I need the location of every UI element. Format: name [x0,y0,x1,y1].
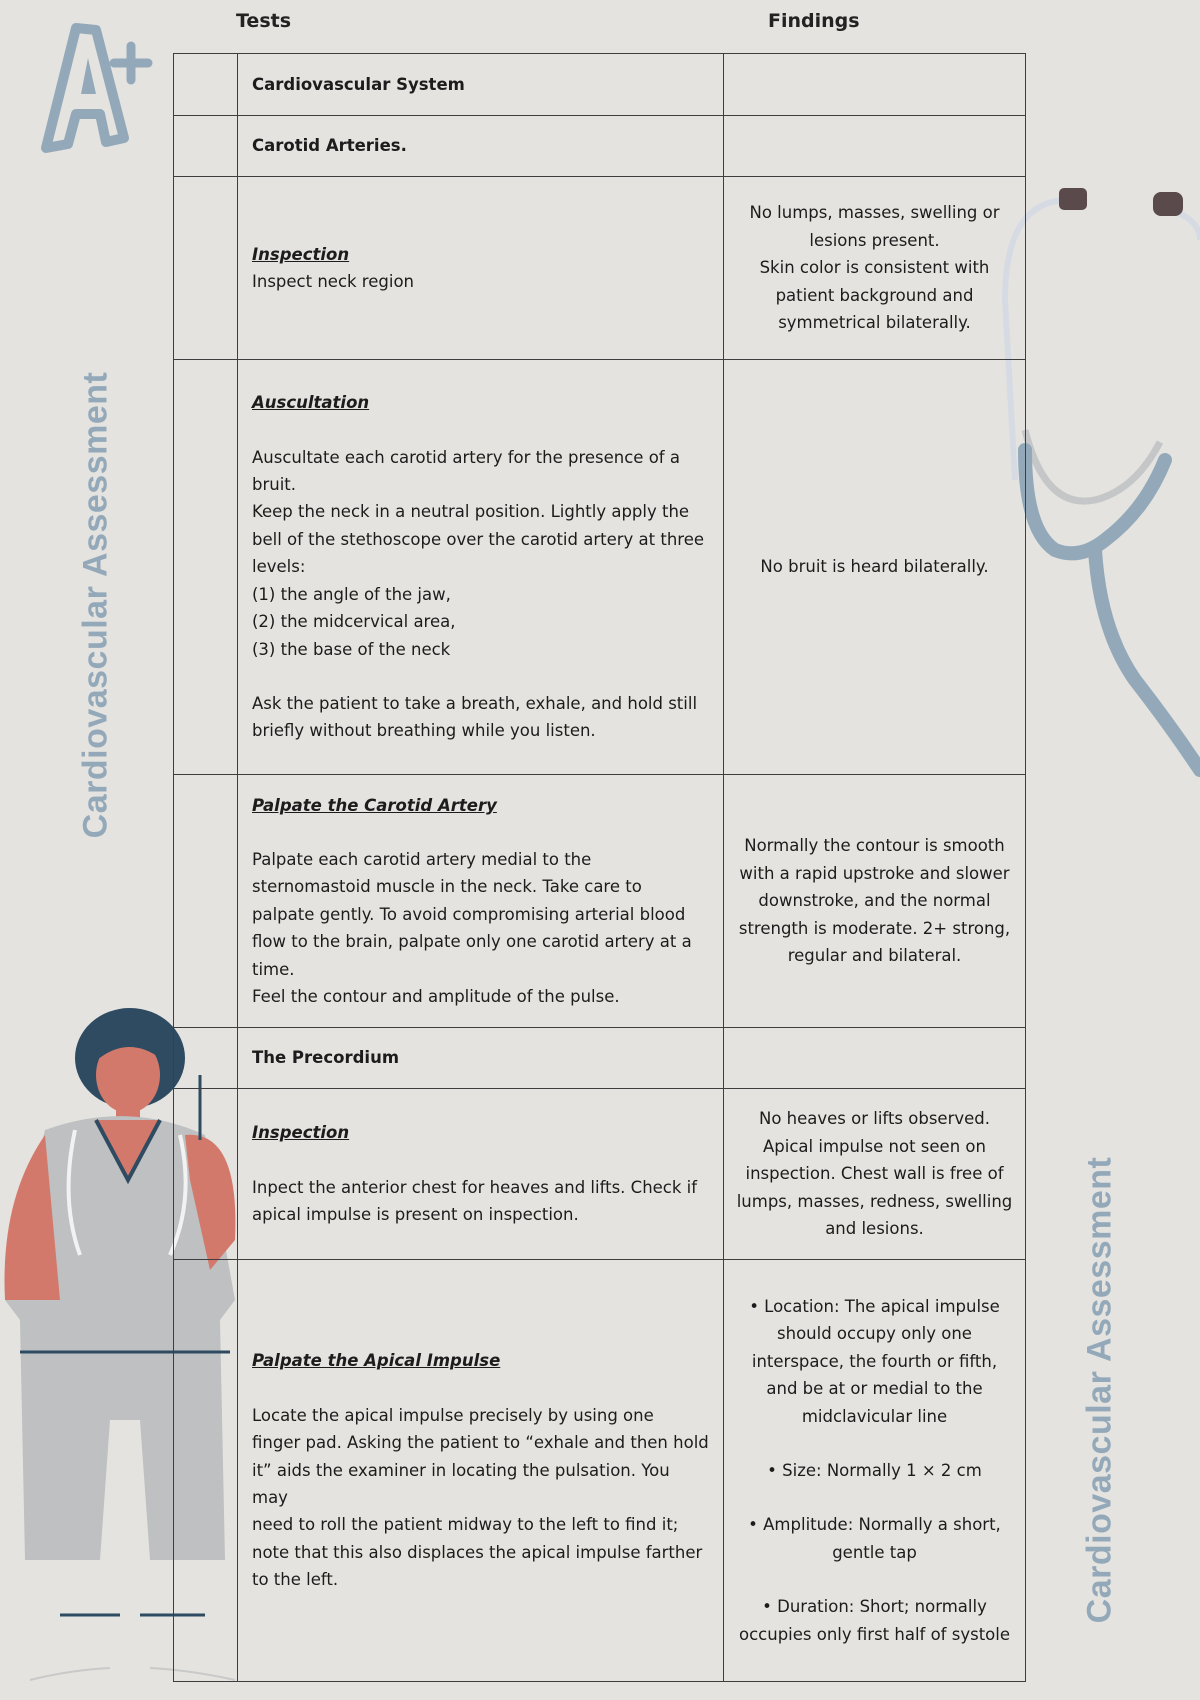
a-plus-badge-icon [36,18,156,158]
side-title-right: Cardiovascular Assessment [1080,1156,1119,1624]
section-title: Carotid Arteries. [252,136,407,156]
finding-text: No bruit is heard bilaterally. [724,360,1026,775]
subsection-heading: Inspection [252,1123,350,1143]
test-description: Auscultate each carotid artery for the presence of a bruit. Keep the neck in a neutral position. Lightly apply the bell of the stethoscope over the carotid artery at three levels: (1) the angle of the jaw, (2) the midcervical area, (3) the base of the neck [252,447,705,659]
finding-text: Normally the contour is smooth with a rapid upstroke and slower downstroke, and the normal strength is moderate. 2+ strong, regular and bilateral. [724,775,1026,1028]
test-description: Inspect neck region [252,272,414,291]
finding-size: • Size: Normally 1 × 2 cm [767,1461,982,1480]
subsection-heading: Palpate the Apical Impulse [252,1351,501,1371]
test-description: Palpate each carotid artery medial to the sternomastoid muscle in the neck. Take care to palpate gently. To avoid compromising arterial blood flow to the brain, palpate only one carotid artery at a time. Feel the contour and amplitude of the pulse. [252,849,692,1007]
test-description: Inpect the anterior chest for heaves and lifts. Check if apical impulse is present on inspection. [252,1177,698,1225]
test-cell [238,775,724,1028]
table-row [174,775,1026,1028]
finding-cell [724,1028,1026,1089]
index-cell [174,54,238,116]
test-cell [238,1089,724,1260]
finding-cell [724,54,1026,116]
test-cell [238,116,724,177]
subsection-heading: Auscultation [252,393,370,413]
subsection-heading: Inspection [252,244,350,264]
table-row [174,116,1026,177]
findings-column-header: Findings [768,10,860,32]
index-cell [174,1260,238,1682]
section-title: Cardiovascular System [252,74,465,94]
index-cell [174,1089,238,1260]
index-cell [174,360,238,775]
test-cell [238,177,724,360]
index-cell [174,177,238,360]
test-cell [238,1260,724,1682]
table-row [174,1028,1026,1089]
test-cell [238,54,724,116]
table-row [174,1089,1026,1260]
tests-column-header: Tests [236,10,292,32]
index-cell [174,775,238,1028]
table-row [174,360,1026,775]
test-cell [238,1028,724,1089]
subsection-heading: Palpate the Carotid Artery [252,795,497,815]
table-row [174,54,1026,116]
finding-location: • Location: The apical impulse should occupy only one interspace, the fourth or fifth, and be at or medial to the midclavicular line [749,1296,1000,1426]
finding-cell [724,1260,1026,1682]
finding-text: No lumps, masses, swelling or lesions present. Skin color is consistent with patient background and symmetrical bilaterally. [724,177,1026,360]
finding-duration: • Duration: Short; normally occupies only first half of systole [739,1597,1010,1644]
test-description: Ask the patient to take a breath, exhale, and hold still briefly without breathing while you listen. [252,693,698,741]
index-cell [174,1028,238,1089]
test-description: Locate the apical impulse precisely by using one finger pad. Asking the patient to “exhale and then hold it” aids the examiner in locating the pulsation. You may need to roll the patient midway to the left to find it; note that this also displaces the apical impulse farther to the left. [252,1405,709,1590]
index-cell [174,116,238,177]
test-cell [238,360,724,775]
side-title-left: Cardiovascular Assessment [76,371,115,839]
finding-amplitude: • Amplitude: Normally a short, gentle tap [748,1515,1001,1562]
table-row [174,177,1026,360]
assessment-table [173,53,1026,1682]
finding-text: No heaves or lifts observed. Apical impulse not seen on inspection. Chest wall is free of lumps, masses, redness, swelling and lesions. [724,1089,1026,1260]
section-title: The Precordium [252,1048,400,1068]
table-row [174,1260,1026,1682]
finding-cell [724,116,1026,177]
